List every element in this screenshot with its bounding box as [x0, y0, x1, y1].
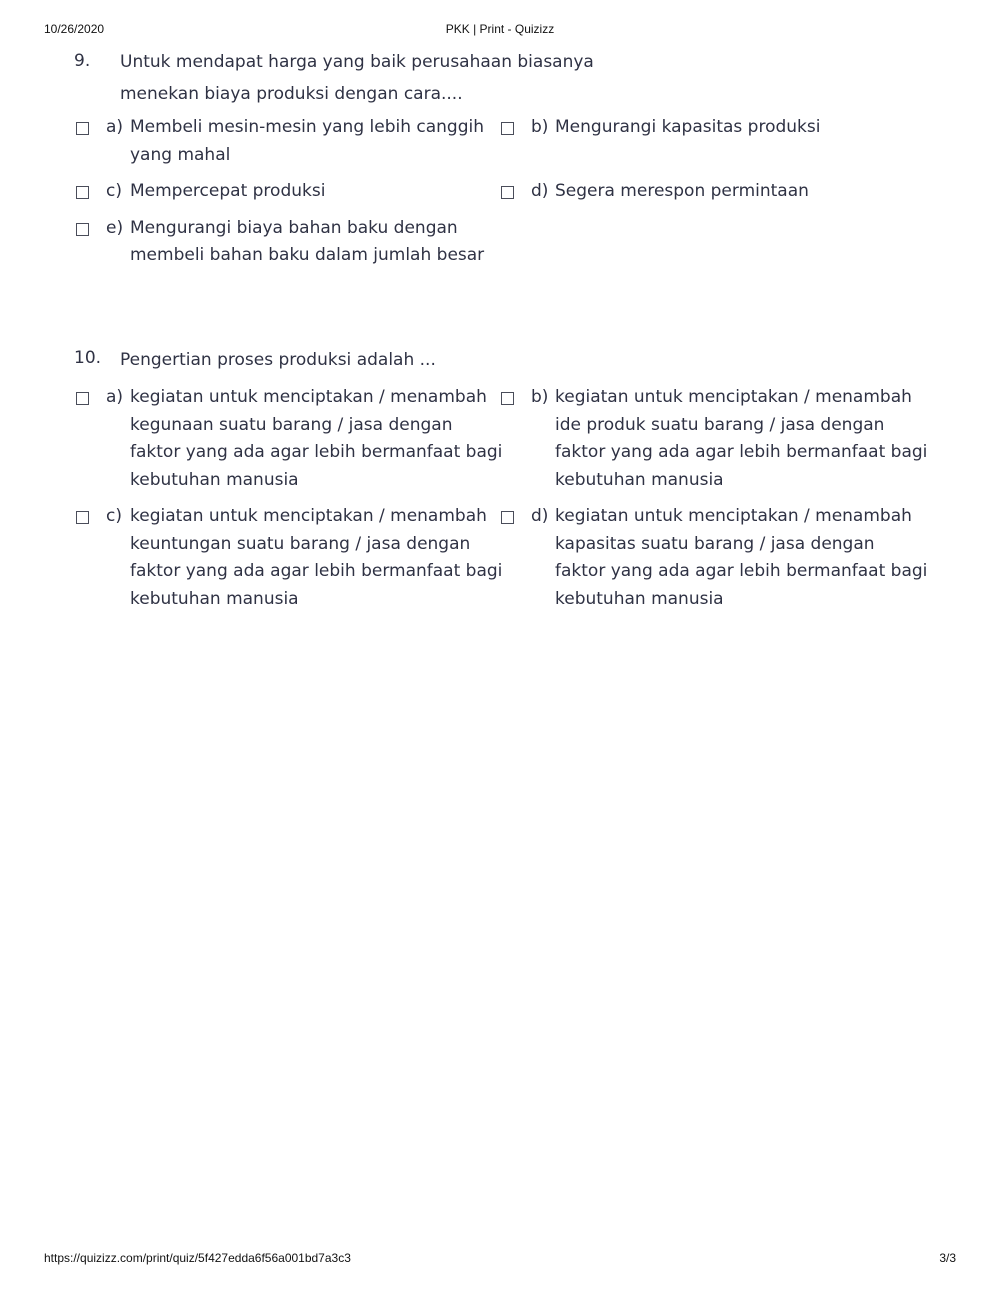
option-text: Mempercepat produksi [130, 181, 326, 201]
question-10 [74, 345, 934, 613]
option-text: Mengurangi kapasitas produksi [555, 117, 821, 137]
checkbox-icon[interactable] [501, 511, 514, 524]
print-title: PKK | Print - Quizizz [445, 22, 555, 36]
checkbox-icon[interactable] [76, 122, 89, 135]
option-letter: d) [531, 506, 549, 526]
checkbox-icon[interactable] [76, 511, 89, 524]
option-letter: b) [531, 387, 549, 407]
checkbox-icon[interactable] [76, 392, 89, 405]
option-letter: a) [106, 387, 124, 407]
option-a[interactable] [74, 114, 499, 169]
print-footer [44, 1251, 956, 1269]
question-text: Untuk mendapat harga yang baik perusahaan biasanya menekan biaya produksi dengan cara.... [120, 52, 594, 104]
option-text: Segera merespon permintaan [555, 181, 809, 201]
option-b[interactable] [499, 384, 928, 494]
option-c[interactable] [74, 178, 499, 206]
option-text: Membeli mesin-mesin yang lebih canggih yang mahal [130, 117, 485, 165]
option-e[interactable] [74, 215, 499, 270]
print-date: 10/26/2020 [44, 22, 105, 36]
checkbox-icon[interactable] [501, 186, 514, 199]
page-number: 3/3 [939, 1251, 956, 1265]
option-letter: c) [106, 181, 122, 201]
question-number: 10. [74, 348, 102, 368]
print-header [44, 22, 956, 40]
option-letter: d) [531, 181, 549, 201]
checkbox-icon[interactable] [76, 223, 89, 236]
option-letter: c) [106, 506, 122, 526]
option-letter: b) [531, 117, 549, 137]
option-text: kegiatan untuk menciptakan / menambah keuntungan suatu barang / jasa dengan faktor yang ada agar lebih bermanfaat bagi kebutuhan manusia [130, 506, 503, 609]
option-b[interactable] [499, 114, 924, 169]
option-text: Mengurangi biaya bahan baku dengan membeli bahan baku dalam jumlah besar [130, 217, 485, 265]
option-a[interactable] [74, 384, 503, 494]
option-letter: a) [106, 117, 124, 137]
question-number: 9. [74, 51, 91, 71]
print-url: https://quizizz.com/print/quiz/5f427edda6f56a001bd7a3c3 [44, 1251, 351, 1265]
option-text: kegiatan untuk menciptakan / menambah kapasitas suatu barang / jasa dengan faktor yang ada agar lebih bermanfaat bagi kebutuhan manusia [555, 506, 928, 609]
option-d[interactable] [499, 503, 928, 613]
option-c[interactable] [74, 503, 503, 613]
options-list [74, 384, 934, 613]
option-text: kegiatan untuk menciptakan / menambah kegunaan suatu barang / jasa dengan faktor yang ada agar lebih bermanfaat bagi kebutuhan manusia [130, 387, 503, 490]
checkbox-icon[interactable] [76, 186, 89, 199]
checkbox-icon[interactable] [501, 122, 514, 135]
options-list [74, 114, 934, 270]
checkbox-icon[interactable] [501, 392, 514, 405]
option-letter: e) [106, 217, 124, 238]
question-9 [74, 48, 934, 270]
option-text: kegiatan untuk menciptakan / menambah ide produk suatu barang / jasa dengan faktor yang ada agar lebih bermanfaat bagi kebutuhan manusia [555, 387, 928, 490]
option-d[interactable] [499, 178, 924, 206]
question-text: Pengertian proses produksi adalah ... [120, 350, 436, 370]
